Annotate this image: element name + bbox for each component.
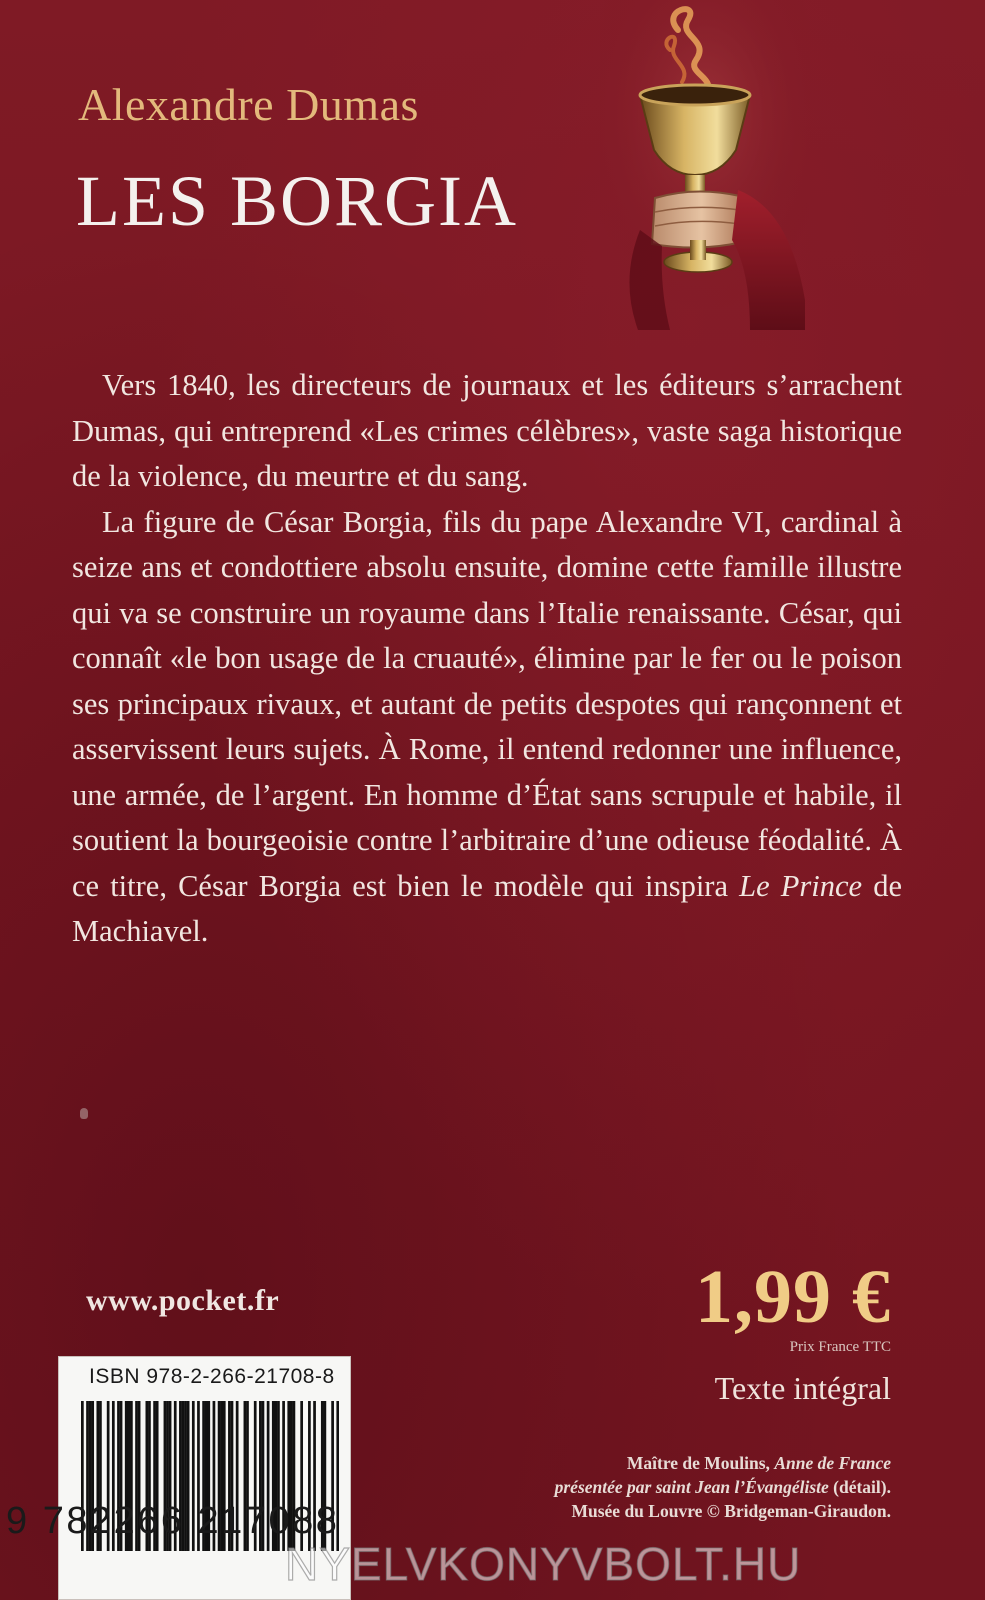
book-title: LES BORGIA: [76, 161, 519, 241]
credits-artwork-subtitle: présentée par saint Jean l’Évangéliste: [554, 1477, 829, 1497]
credits-line-1: [431, 1451, 891, 1475]
credits-line-2: [431, 1475, 891, 1499]
barcode-digits: 9 782266 217088: [6, 1500, 340, 1542]
isbn-label: ISBN 978-2-266-21708-8: [89, 1365, 335, 1388]
cover-credits: [431, 1451, 891, 1523]
price-note: Prix France TTC: [789, 1339, 891, 1355]
blurb-paragraph-2-text: La figure de César Borgia, fils du pape Alexandre VI, cardinal à seize ans et condottiere absolu ensuite, domine cette famille illustre qui va se construire un royaume dans l’Italie renaissante. César, qui connaît «le bon usage de la cruauté», élimine par le fer ou le poison ses principaux rivaux, et autant de petits despotes qui rançonnent et asservissent leurs sujets. À Rome, il entend redonner une influence, une armée, de l’argent. En homme d’État sans scrupule et habile, il soutient la bourgeoisie contre l’arbitraire d’une odieuse féodalité. À ce titre, César Borgia est bien le modèle qui inspira: [72, 504, 902, 903]
credits-detail-note: (détail).: [828, 1477, 891, 1497]
watermark: NYELVKONYVBOLT.HU: [285, 1538, 802, 1590]
ornament-dot-icon: [80, 1108, 88, 1119]
book-blurb: [72, 363, 902, 955]
blurb-paragraph-2-ending: de Machiavel.: [72, 868, 902, 948]
price: 1,99 €: [695, 1255, 891, 1339]
chalice-in-hand-icon: [600, 0, 810, 330]
book-author: Alexandre Dumas: [78, 79, 419, 130]
blurb-paragraph-2: [72, 500, 902, 955]
edition-label: Texte intégral: [714, 1370, 891, 1406]
book-reference-title: Le Prince: [739, 868, 863, 903]
blurb-paragraph-1: Vers 1840, les directeurs de journaux et les éditeurs s’arrachent Dumas, qui entreprend «Les crimes célèbres», vaste saga historique de la violence, du meurtre et du sang.: [72, 368, 902, 493]
credits-line-3: Musée du Louvre © Bridgeman-Giraudon.: [571, 1501, 891, 1521]
credits-artist: Maître de Moulins,: [626, 1453, 775, 1473]
publisher-website: www.pocket.fr: [86, 1284, 280, 1317]
credits-artwork-title: Anne de France: [774, 1453, 891, 1473]
